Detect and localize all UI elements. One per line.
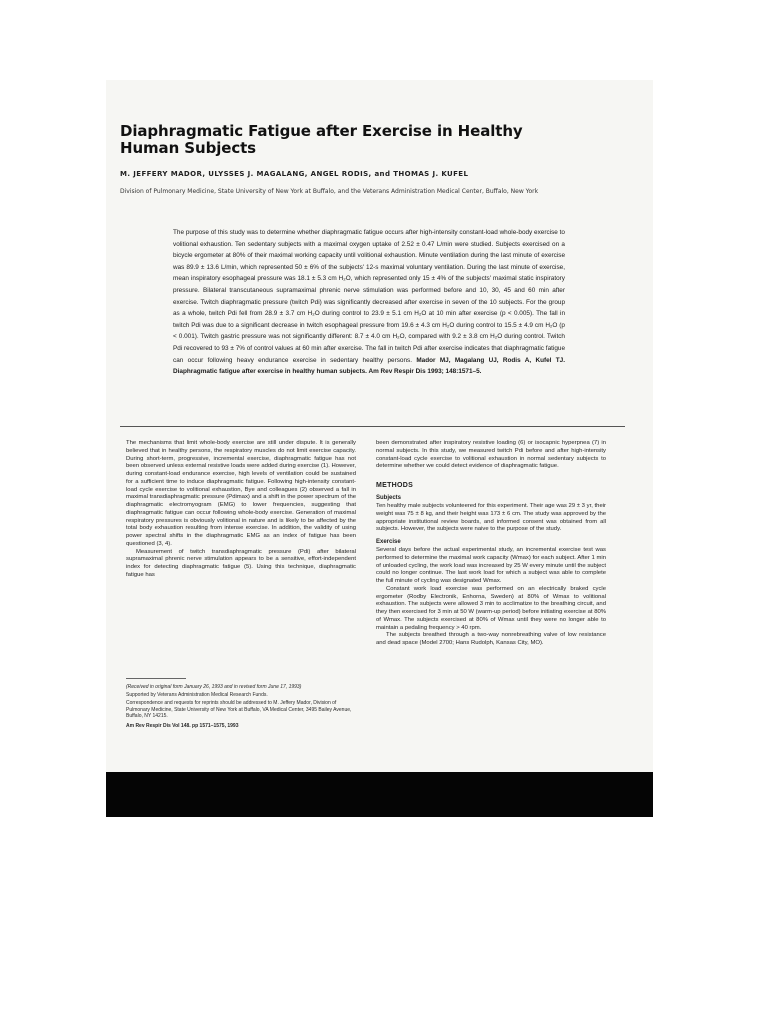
- affiliation: Division of Pulmonary Medicine, State University of New York at Buffalo, and the Veterans Administration Medical Center, Buffalo, New York: [120, 188, 539, 195]
- exercise-paragraph-3: The subjects breathed through a two-way nonrebreathing valve of low resistance and dead space (Model 2700; Hans Rudolph, Kansas City, MO).: [376, 632, 606, 646]
- scanned-page: [106, 80, 653, 817]
- intro-paragraph-2: Measurement of twitch transdiaphragmatic pressure (Pdi) after bilateral supramaximal phrenic nerve stimulation appears to be a sensitive, effort-independent index for detecting diaphragmatic fatigue (5). Using this technique, diaphragmatic fatigue has: [126, 548, 356, 578]
- section-divider: [120, 426, 625, 427]
- footnote-divider: [126, 678, 186, 679]
- received-dates: (Received in original form January 26, 1993 and in revised form June 17, 1993): [126, 684, 302, 690]
- abstract-text: The purpose of this study was to determine whether diaphragmatic fatigue occurs after high-intensity constant-load whole-body exercise to volitional exhaustion. Ten sedentary subjects with a maximal oxygen uptake of 2.52 ± 0.47 L/min were studied. Subjects exercised on a bicycle ergometer at 80% of their maximal working capacity until volitional exhaustion. Minute ventilation during the last minute of exercise was 89.9 ± 13.6 L/min, which represented 50 ± 6% of the subjects' 12-s maximal voluntary ventilation. During the last minute of exercise, mean inspiratory esophageal pressure was 18.1 ± 5.3 cm H₂O, which represented only 15 ± 4% of the subjects' maximal static inspiratory pressure. Bilateral transcutaneous supramaximal phrenic nerve stimulation was performed before and 10, 30, 45 and 60 min after exercise. Twitch diaphragmatic pressure (twitch Pdi) was significantly decreased after exercise in seven of the 10 subjects. For the group as a whole, twitch Pdi fell from 28.9 ± 3.7 cm H₂O during control to 23.9 ± 5.1 cm H₂O at 10 min after exercise (p < 0.005). The fall in twitch Pdi was due to a significant decrease in twitch esophageal pressure from 19.6 ± 4.3 cm H₂O during control to 15.5 ± 4.9 cm H₂O (p < 0.001). Twitch gastric pressure was not significantly different: 8.7 ± 4.0 cm H₂O, compared with 9.2 ± 3.8 cm H₂O during control. Twitch Pdi recovered to 93 ± 7% of control values at 60 min after exercise. The fall in twitch Pdi after exercise indicates that diaphragmatic fatigue can occur following heavy endurance exercise in sedentary healthy persons.: [173, 229, 565, 364]
- exercise-heading: Exercise: [376, 539, 401, 545]
- subjects-paragraph: Ten healthy male subjects volunteered for this experiment. Their age was 29 ± 3 yr, their weight was 75 ± 8 kg, and their height was 173 ± 6 cm. The study was approved by the appropriate institutional review boards, and informed consent was obtained from all subjects. However, the subjects were naive to the purpose of the study.: [376, 503, 606, 533]
- exercise-paragraph-1: Several days before the actual experimental study, an incremental exercise test was performed to determine the maximal work capacity (Wmax) for each subject. After 1 min of unloaded cycling, the work load was increased by 25 W every minute until the subject could no longer continue. The last work load for which a subject was able to complete the full minute of cycling was designated Wmax.: [376, 547, 606, 584]
- footnotes: [126, 684, 356, 731]
- exercise-paragraph-2: Constant work load exercise was performed on an electrically braked cycle ergometer (Rodby Electronik, Enhorna, Sweden) at 80% of Wmax to volitional exhaustion. The subjects were allowed 3 min to acclimatize to the breathing circuit, and they then exercised for 3 min at 50 W (warm-up period) before initiating exercise at 80% of Wmax. The subjects exercised at 80% of Wmax until they were no longer able to maintain a pedaling frequency > 40 rpm.: [376, 585, 606, 631]
- subjects-heading: Subjects: [376, 495, 402, 501]
- abstract-citation: Mador MJ, Magalang UJ, Rodis A, Kufel TJ. Diaphragmatic fatigue after exercise in healthy human subjects. Am Rev Respir Dis 1993; 148:1571–5.: [173, 356, 565, 376]
- journal-reference: Am Rev Respir Dis Vol 148. pp 1571–1575, 1993: [126, 722, 239, 729]
- author-list: M. JEFFERY MADOR, ULYSSES J. MAGALANG, ANGEL RODIS, and THOMAS J. KUFEL: [120, 170, 469, 178]
- intro-paragraph-1: The mechanisms that limit whole-body exercise are still under dispute. It is generally believed that in healthy persons, the respiratory muscles do not limit exercise capacity. During short-term, progressive, incremental exercise, diaphragmatic fatigue has not been observed unless external resistive loads were added during exercise (1). However, during constant-load endurance exercise, high levels of ventilation could be sustained for a sufficient time to induce diaphragmatic fatigue. Following high-intensity constant-load cycle exercise to volitional exhaustion, Bye and colleagues (2) observed a fall in maximal transdiaphragmatic pressure (Pdimax) and a shift in the power spectrum of the diaphragmatic electromyogram (EMG) to lower frequencies, suggesting that diaphragmatic fatigue can occur following whole-body exercise. Generation of maximal respiratory pressures is obviously volitional in nature and is likely to be affected by the total body exhaustion resulting from intense exercise. In addition, the validity of using power spectral shifts in the diaphragmatic EMG as an index of fatigue has been questioned (3, 4).: [126, 440, 356, 547]
- left-column: [126, 440, 356, 580]
- scan-bottom-border: [106, 772, 653, 817]
- abstract: [173, 227, 565, 378]
- funding-note: Supported by Veterans Administration Medical Research Funds.: [126, 692, 268, 699]
- intro-continuation: been demonstrated after inspiratory resistive loading (6) or isocapnic hyperpnea (7) in normal subjects. In this study, we measured twitch Pdi before and after high-intensity constant-load cycle exercise to volitional exhaustion in normal sedentary subjects to determine whether we could detect evidence of diaphragmatic fatigue.: [376, 440, 606, 470]
- right-column: [376, 440, 606, 648]
- paper-title: Diaphragmatic Fatigue after Exercise in Healthy Human Subjects: [120, 122, 523, 157]
- correspondence-note: Correspondence and requests for reprints should be addressed to M. Jeffery Mador, Division of Pulmonary Medicine, State University of New York at Buffalo, VA Medical Center, 3495 Bailey Avenue, Buffalo, NY 14215.: [126, 700, 352, 720]
- methods-heading: METHODS: [376, 482, 414, 489]
